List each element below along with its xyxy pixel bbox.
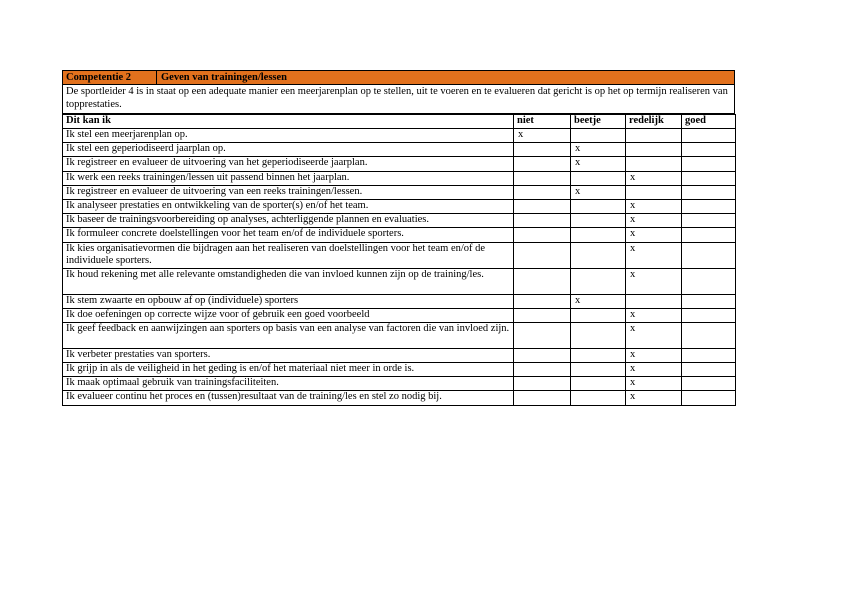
rating-cell-goed[interactable] bbox=[682, 322, 736, 348]
rating-cell-niet[interactable] bbox=[514, 377, 571, 391]
table-row bbox=[63, 308, 736, 322]
column-header-goed: goed bbox=[682, 115, 736, 129]
rating-cell-niet[interactable] bbox=[514, 391, 571, 405]
rating-cell-beetje[interactable]: x bbox=[571, 157, 626, 171]
statement-cell: Ik verbeter prestaties van sporters. bbox=[63, 348, 514, 362]
competence-header bbox=[62, 70, 735, 85]
rating-cell-goed[interactable] bbox=[682, 185, 736, 199]
rating-cell-niet[interactable] bbox=[514, 157, 571, 171]
rating-cell-redelijk[interactable]: x bbox=[626, 214, 682, 228]
table-row bbox=[63, 348, 736, 362]
table-row bbox=[63, 129, 736, 143]
rating-cell-redelijk[interactable]: x bbox=[626, 348, 682, 362]
table-row bbox=[63, 228, 736, 242]
statement-cell: Ik doe oefeningen op correcte wijze voor of gebruik een goed voorbeeld bbox=[63, 308, 514, 322]
rating-cell-goed[interactable] bbox=[682, 171, 736, 185]
statement-cell: Ik werk een reeks trainingen/lessen uit passend binnen het jaarplan. bbox=[63, 171, 514, 185]
rating-cell-goed[interactable] bbox=[682, 199, 736, 213]
column-header-beetje: beetje bbox=[571, 115, 626, 129]
statement-cell: Ik formuleer concrete doelstellingen voor het team en/of de individuele sporters. bbox=[63, 228, 514, 242]
rating-cell-niet[interactable] bbox=[514, 199, 571, 213]
rating-cell-beetje[interactable] bbox=[571, 214, 626, 228]
rating-cell-beetje[interactable]: x bbox=[571, 294, 626, 308]
statement-cell: Ik evalueer continu het proces en (tussen)resultaat van de training/les en stel zo nodig bij. bbox=[63, 391, 514, 405]
rating-cell-niet[interactable] bbox=[514, 143, 571, 157]
statement-cell: Ik geef feedback en aanwijzingen aan sporters op basis van een analyse van factoren die van invloed zijn. bbox=[63, 322, 514, 348]
rating-cell-niet[interactable] bbox=[514, 171, 571, 185]
rating-cell-redelijk[interactable]: x bbox=[626, 391, 682, 405]
table-row bbox=[63, 377, 736, 391]
rating-cell-beetje[interactable] bbox=[571, 199, 626, 213]
rating-cell-goed[interactable] bbox=[682, 363, 736, 377]
statement-cell: Ik houd rekening met alle relevante omstandigheden die van invloed kunnen zijn op de training/les. bbox=[63, 268, 514, 294]
rating-cell-goed[interactable] bbox=[682, 391, 736, 405]
table-row bbox=[63, 143, 736, 157]
statement-cell: Ik stem zwaarte en opbouw af op (individuele) sporters bbox=[63, 294, 514, 308]
rating-cell-redelijk[interactable]: x bbox=[626, 199, 682, 213]
table-header-row bbox=[63, 115, 736, 129]
rating-cell-beetje[interactable] bbox=[571, 171, 626, 185]
statement-cell: Ik kies organisatievormen die bijdragen aan het realiseren van doelstellingen voor het team en/of de individuele sporters. bbox=[63, 242, 514, 268]
rating-cell-redelijk[interactable]: x bbox=[626, 308, 682, 322]
rating-cell-beetje[interactable]: x bbox=[571, 143, 626, 157]
statement-cell: Ik stel een meerjarenplan op. bbox=[63, 129, 514, 143]
column-header-redelijk: redelijk bbox=[626, 115, 682, 129]
rating-cell-goed[interactable] bbox=[682, 242, 736, 268]
column-header-statement: Dit kan ik bbox=[63, 115, 514, 129]
statement-cell: Ik baseer de trainingsvoorbereiding op analyses, achterliggende plannen en evaluaties. bbox=[63, 214, 514, 228]
rating-cell-beetje[interactable] bbox=[571, 308, 626, 322]
rating-cell-goed[interactable] bbox=[682, 157, 736, 171]
rating-cell-redelijk[interactable]: x bbox=[626, 363, 682, 377]
rating-cell-beetje[interactable] bbox=[571, 377, 626, 391]
rating-cell-goed[interactable] bbox=[682, 228, 736, 242]
rating-cell-niet[interactable] bbox=[514, 308, 571, 322]
rating-cell-goed[interactable] bbox=[682, 377, 736, 391]
rating-cell-niet[interactable] bbox=[514, 348, 571, 362]
rating-cell-niet[interactable] bbox=[514, 363, 571, 377]
table-row bbox=[63, 171, 736, 185]
rating-cell-niet[interactable] bbox=[514, 294, 571, 308]
competence-title: Geven van trainingen/lessen bbox=[161, 72, 288, 83]
rating-cell-niet[interactable] bbox=[514, 322, 571, 348]
rating-cell-redelijk[interactable]: x bbox=[626, 242, 682, 268]
rating-cell-goed[interactable] bbox=[682, 308, 736, 322]
rating-cell-redelijk[interactable]: x bbox=[626, 377, 682, 391]
competence-label: Competentie 2 bbox=[63, 71, 157, 84]
table-row bbox=[63, 185, 736, 199]
rating-cell-beetje[interactable] bbox=[571, 363, 626, 377]
rating-cell-redelijk[interactable]: x bbox=[626, 268, 682, 294]
table-row bbox=[63, 157, 736, 171]
rating-cell-beetje[interactable] bbox=[571, 228, 626, 242]
table-row bbox=[63, 268, 736, 294]
rating-cell-redelijk[interactable] bbox=[626, 143, 682, 157]
rating-cell-niet[interactable] bbox=[514, 228, 571, 242]
rating-cell-beetje[interactable] bbox=[571, 391, 626, 405]
rating-cell-goed[interactable] bbox=[682, 294, 736, 308]
rating-cell-redelijk[interactable] bbox=[626, 185, 682, 199]
rating-cell-goed[interactable] bbox=[682, 348, 736, 362]
table-row bbox=[63, 199, 736, 213]
table-row bbox=[63, 294, 736, 308]
rating-cell-goed[interactable] bbox=[682, 214, 736, 228]
rating-cell-beetje[interactable] bbox=[571, 268, 626, 294]
rating-cell-beetje[interactable] bbox=[571, 242, 626, 268]
table-row bbox=[63, 391, 736, 405]
statement-cell: Ik analyseer prestaties en ontwikkeling van de sporter(s) en/of het team. bbox=[63, 199, 514, 213]
rating-cell-niet[interactable] bbox=[514, 268, 571, 294]
table-row bbox=[63, 242, 736, 268]
statement-cell: Ik registreer en evalueer de uitvoering van een reeks trainingen/lessen. bbox=[63, 185, 514, 199]
rating-cell-redelijk[interactable]: x bbox=[626, 322, 682, 348]
statement-cell: Ik stel een geperiodiseerd jaarplan op. bbox=[63, 143, 514, 157]
statement-cell: Ik registreer en evalueer de uitvoering van het geperiodiseerde jaarplan. bbox=[63, 157, 514, 171]
rating-cell-niet[interactable] bbox=[514, 185, 571, 199]
statement-cell: Ik grijp in als de veiligheid in het geding is en/of het materiaal niet meer in orde is. bbox=[63, 363, 514, 377]
rating-cell-goed[interactable] bbox=[682, 268, 736, 294]
rating-cell-beetje[interactable]: x bbox=[571, 185, 626, 199]
rating-cell-redelijk[interactable] bbox=[626, 157, 682, 171]
self-assessment-table bbox=[62, 114, 736, 406]
competence-sheet bbox=[62, 70, 735, 406]
rating-cell-niet[interactable] bbox=[514, 214, 571, 228]
rating-cell-beetje[interactable] bbox=[571, 129, 626, 143]
competence-description: De sportleider 4 is in staat op een adequate manier een meerjarenplan op te stellen, uit te voeren en te evalueren dat gericht is op het op termijn realiseren van topprestaties. bbox=[62, 85, 735, 114]
rating-cell-redelijk[interactable]: x bbox=[626, 228, 682, 242]
rating-cell-redelijk[interactable] bbox=[626, 129, 682, 143]
rating-cell-redelijk[interactable]: x bbox=[626, 171, 682, 185]
rating-cell-goed[interactable] bbox=[682, 143, 736, 157]
rating-cell-redelijk[interactable] bbox=[626, 294, 682, 308]
table-row bbox=[63, 214, 736, 228]
table-row bbox=[63, 322, 736, 348]
statement-cell: Ik maak optimaal gebruik van trainingsfaciliteiten. bbox=[63, 377, 514, 391]
rating-cell-niet[interactable] bbox=[514, 242, 571, 268]
rating-cell-niet[interactable]: x bbox=[514, 129, 571, 143]
rating-cell-beetje[interactable] bbox=[571, 348, 626, 362]
table-row bbox=[63, 363, 736, 377]
rating-cell-goed[interactable] bbox=[682, 129, 736, 143]
rating-cell-beetje[interactable] bbox=[571, 322, 626, 348]
column-header-niet: niet bbox=[514, 115, 571, 129]
